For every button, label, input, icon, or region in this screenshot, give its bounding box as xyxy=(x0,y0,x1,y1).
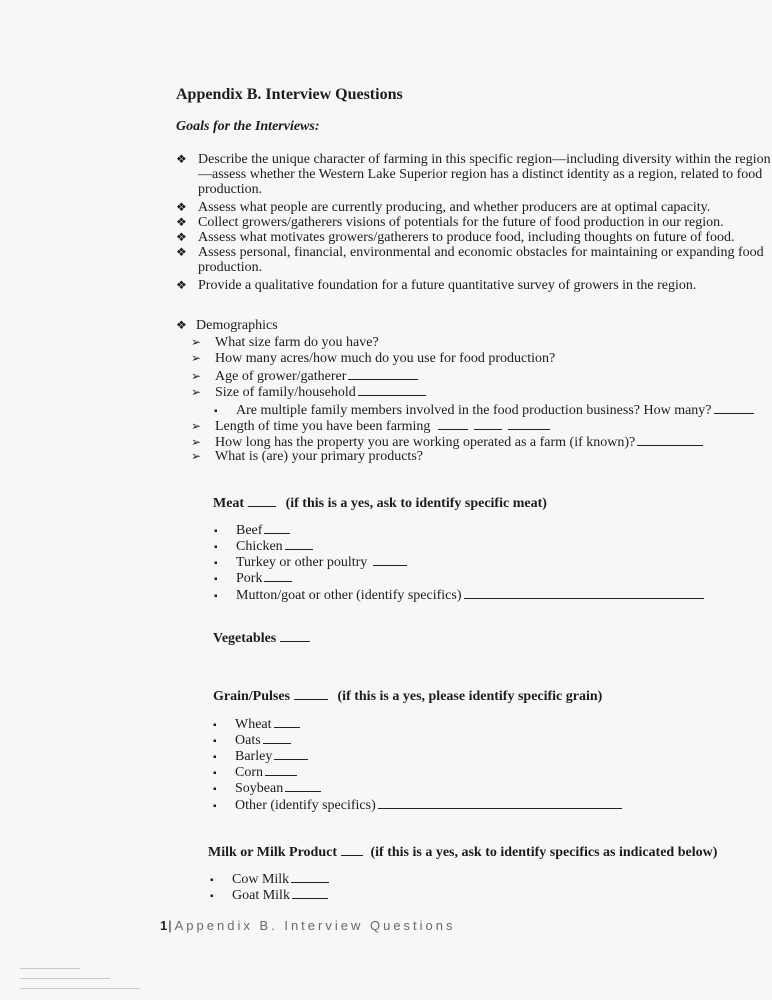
goal-text: Provide a qualitative foundation for a future quantitative survey of growers in the region. xyxy=(198,278,697,293)
square-bullet-icon: ▪ xyxy=(213,736,217,747)
arrow-bullet-icon: ➢ xyxy=(191,335,202,349)
page-edge xyxy=(20,978,110,979)
answer-blank[interactable] xyxy=(265,763,297,776)
square-bullet-icon: ▪ xyxy=(210,891,214,902)
square-bullet-icon: ▪ xyxy=(213,784,217,795)
answer-blank[interactable] xyxy=(341,843,363,856)
answer-blank[interactable] xyxy=(373,553,407,566)
diamond-bullet-icon: ❖ xyxy=(176,278,187,292)
demographic-subquestion: ▪ Are multiple family members involved in the food production business? How many? xyxy=(214,401,754,419)
answer-blank[interactable] xyxy=(285,779,321,792)
arrow-bullet-icon: ➢ xyxy=(191,385,202,399)
arrow-bullet-icon: ➢ xyxy=(191,419,202,433)
goals-heading: Goals for the Interviews: xyxy=(176,119,320,134)
diamond-bullet-icon: ❖ xyxy=(176,215,187,229)
list-item: ▪ Goat Milk xyxy=(210,886,328,904)
page-number: 1 xyxy=(160,918,168,933)
arrow-bullet-icon: ➢ xyxy=(191,435,202,449)
goal-text: Assess personal, financial, environmental and economic obstacles for maintaining or expanding food production. xyxy=(198,245,764,275)
square-bullet-icon: ▪ xyxy=(214,542,218,553)
list-item: ▪ Cow Milk xyxy=(210,870,329,888)
list-item: ▪ Pork xyxy=(214,569,292,587)
square-bullet-icon: ▪ xyxy=(214,406,218,417)
arrow-bullet-icon: ➢ xyxy=(191,369,202,383)
diamond-bullet-icon: ❖ xyxy=(176,245,187,259)
list-item: ▪ Oats xyxy=(213,731,291,749)
answer-blank[interactable] xyxy=(348,367,418,380)
list-item: ▪ Turkey or other poultry xyxy=(214,553,407,571)
answer-blank[interactable] xyxy=(438,417,468,430)
meat-heading: Meat (if this is a yes, ask to identify specific meat) xyxy=(213,496,547,511)
diamond-bullet-icon: ❖ xyxy=(176,200,187,214)
square-bullet-icon: ▪ xyxy=(213,720,217,731)
square-bullet-icon: ▪ xyxy=(214,558,218,569)
page-edge xyxy=(20,988,140,989)
list-item: ▪ Wheat xyxy=(213,715,300,733)
goal-text: Assess what motivates growers/gatherers to produce food, including thoughts on future of food. xyxy=(198,230,735,245)
answer-blank[interactable] xyxy=(714,401,754,414)
vegetables-heading: Vegetables xyxy=(213,629,310,647)
list-item: ▪ Corn xyxy=(213,763,297,781)
demographic-question: ➢ Size of family/household xyxy=(191,383,426,401)
answer-blank[interactable] xyxy=(248,494,276,507)
diamond-bullet-icon: ❖ xyxy=(176,230,187,244)
answer-blank[interactable] xyxy=(294,687,328,700)
milk-heading: Milk or Milk Product (if this is a yes, ask to identify specifics as indicated below) xyxy=(208,845,718,860)
demographic-question: ➢ How long has the property you are working operated as a farm (if known)? xyxy=(191,433,703,451)
square-bullet-icon: ▪ xyxy=(210,875,214,886)
goal-text: Assess what people are currently producing, and whether producers are at optimal capacity. xyxy=(198,200,711,215)
page-footer xyxy=(160,918,456,933)
goal-text: Collect growers/gatherers visions of potentials for the future of food production in our region. xyxy=(198,215,724,230)
grain-heading: Grain/Pulses (if this is a yes, please identify specific grain) xyxy=(213,689,603,704)
square-bullet-icon: ▪ xyxy=(214,526,218,537)
square-bullet-icon: ▪ xyxy=(213,768,217,779)
demographic-question: ➢ What is (are) your primary products? xyxy=(191,449,423,464)
answer-blank[interactable] xyxy=(264,569,292,582)
answer-blank[interactable] xyxy=(285,537,313,550)
diamond-bullet-icon: ❖ xyxy=(176,318,187,332)
answer-blank[interactable] xyxy=(280,629,310,642)
goal-item xyxy=(176,200,771,215)
answer-blank[interactable] xyxy=(264,521,290,534)
list-item: ▪ Other (identify specifics) xyxy=(213,796,622,814)
demographic-question: ➢ Length of time you have been farming xyxy=(191,417,550,435)
goal-text: Describe the unique character of farming in this specific region—including diversity within the region—assess whether the Western Lake Superior region has a distinct identity as a region, related to food production. xyxy=(198,152,771,197)
answer-blank[interactable] xyxy=(274,747,308,760)
list-item: ▪ Chicken xyxy=(214,537,313,555)
list-item: ▪ Barley xyxy=(213,747,308,765)
page-title: Appendix B. Interview Questions xyxy=(176,86,403,103)
demographic-question: ➢ Age of grower/gatherer xyxy=(191,367,418,385)
square-bullet-icon: ▪ xyxy=(213,752,217,763)
answer-blank[interactable] xyxy=(464,586,704,599)
footer-text: Appendix B. Interview Questions xyxy=(174,918,456,933)
goal-item xyxy=(176,230,771,245)
answer-blank[interactable] xyxy=(291,870,329,883)
goal-item xyxy=(176,215,771,230)
goal-item xyxy=(176,278,771,293)
answer-blank[interactable] xyxy=(378,796,622,809)
square-bullet-icon: ▪ xyxy=(214,591,218,602)
square-bullet-icon: ▪ xyxy=(214,574,218,585)
list-item: ▪ Soybean xyxy=(213,779,321,797)
arrow-bullet-icon: ➢ xyxy=(191,351,202,365)
page-edge xyxy=(20,968,80,969)
answer-blank[interactable] xyxy=(358,383,426,396)
demographic-question: ➢ What size farm do you have? xyxy=(191,335,379,350)
answer-blank[interactable] xyxy=(637,433,703,446)
list-item: ▪ Beef xyxy=(214,521,290,539)
goal-item xyxy=(176,152,771,197)
list-item: ▪ Mutton/goat or other (identify specifics) xyxy=(214,586,704,604)
answer-blank[interactable] xyxy=(292,886,328,899)
answer-blank[interactable] xyxy=(508,417,550,430)
arrow-bullet-icon: ➢ xyxy=(191,449,202,463)
answer-blank[interactable] xyxy=(263,731,291,744)
goal-item xyxy=(176,245,771,275)
diamond-bullet-icon: ❖ xyxy=(176,152,187,166)
answer-blank[interactable] xyxy=(474,417,502,430)
answer-blank[interactable] xyxy=(274,715,300,728)
demographics-heading: ❖ Demographics xyxy=(176,318,278,333)
square-bullet-icon: ▪ xyxy=(213,801,217,812)
footer-separator: | xyxy=(168,918,172,933)
demographic-question: ➢ How many acres/how much do you use for food production? xyxy=(191,351,556,366)
